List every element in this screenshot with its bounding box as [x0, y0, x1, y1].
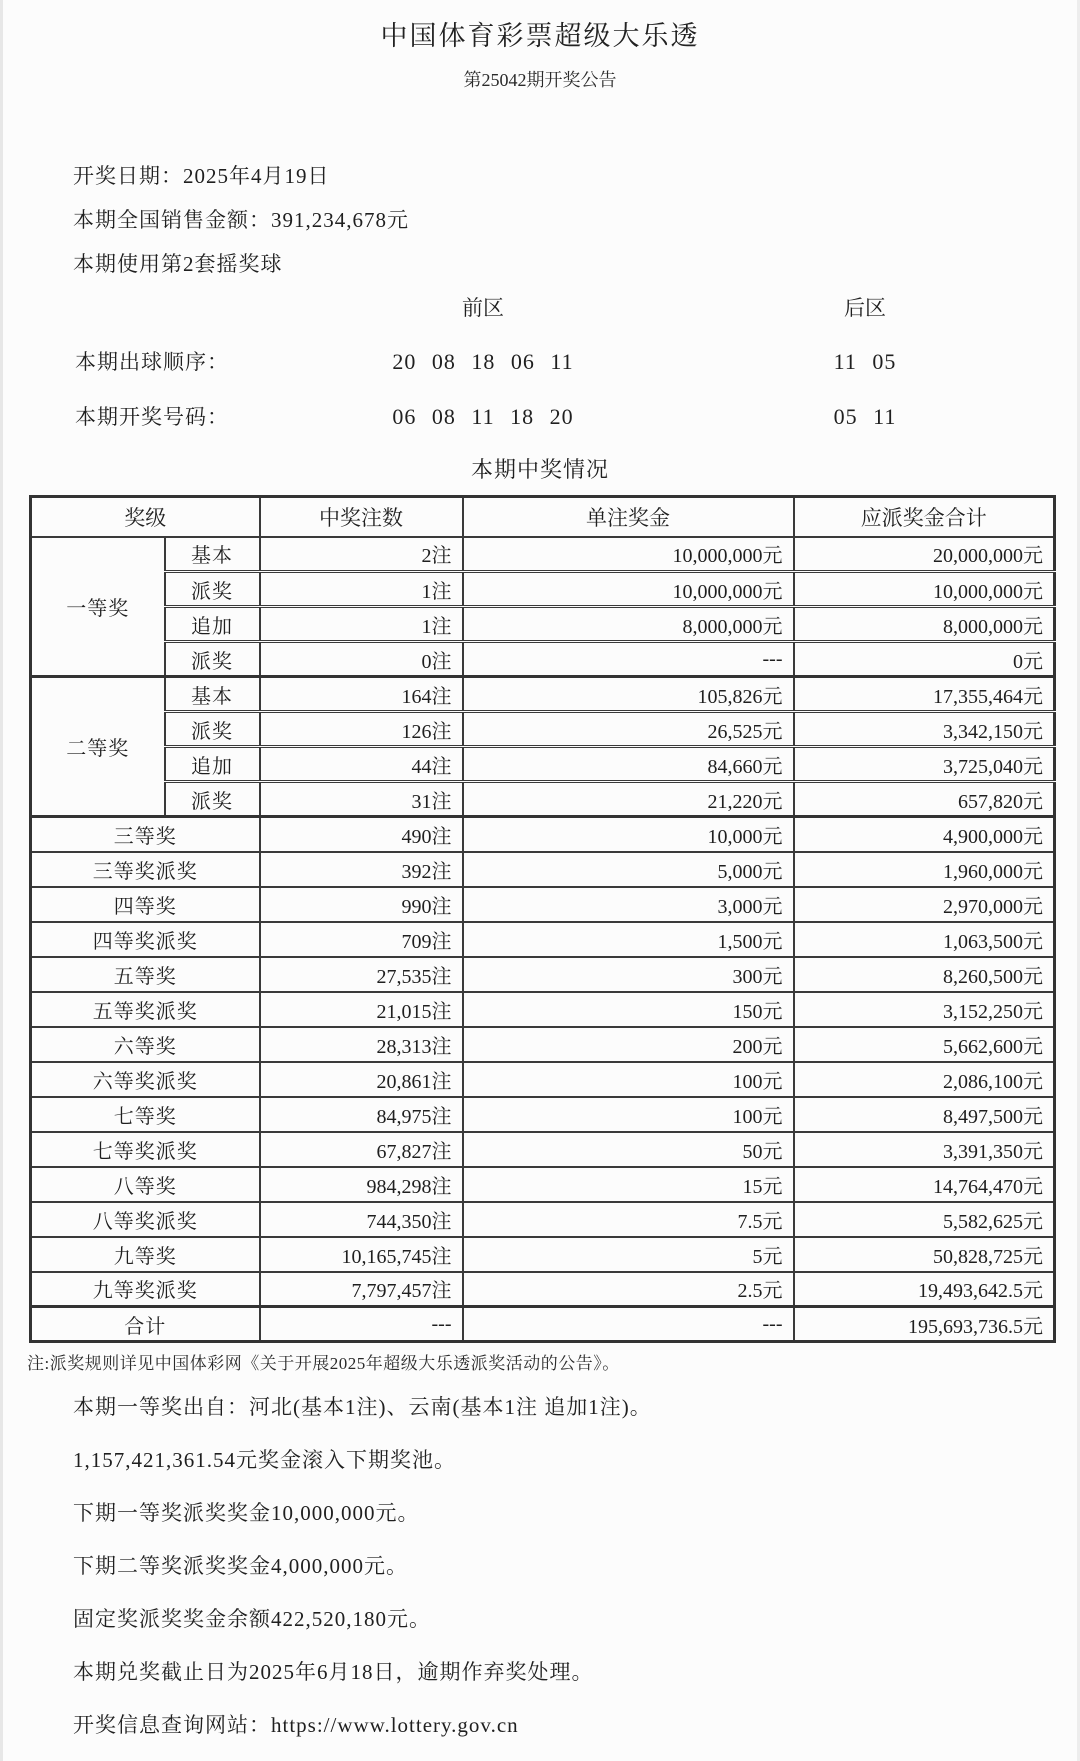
- single-prize-cell: ---: [463, 1307, 794, 1342]
- total-prize-cell: 657,820元: [794, 782, 1055, 817]
- single-prize-cell: 10,000元: [463, 817, 794, 852]
- single-prize-cell: 8,000,000元: [463, 607, 794, 642]
- prize-table-row: [31, 1132, 1055, 1167]
- single-prize-cell: 2.5元: [463, 1272, 794, 1307]
- total-prize-cell: 195,693,736.5元: [794, 1307, 1055, 1342]
- single-prize-cell: 100元: [463, 1062, 794, 1097]
- prize-table-header-row: [31, 497, 1055, 537]
- count-cell: 1注: [260, 572, 463, 607]
- total-prize-cell: 5,662,600元: [794, 1027, 1055, 1062]
- prize-table-row: [31, 957, 1055, 992]
- count-cell: 990注: [260, 887, 463, 922]
- note-paragraph: 开奖信息查询网站：https://www.lottery.gov.cn: [73, 1713, 519, 1737]
- numbers-section: [3, 294, 1077, 431]
- prize-table-row: [31, 712, 1055, 747]
- prize-table: [29, 495, 1056, 1343]
- total-prize-cell: 50,828,725元: [794, 1237, 1055, 1272]
- prize-table-row: [31, 852, 1055, 887]
- header-total-prize: 应派奖金合计: [794, 497, 1055, 537]
- single-prize-cell: 10,000,000元: [463, 572, 794, 607]
- single-prize-cell: ---: [463, 642, 794, 677]
- prize-level-label: 六等奖派奖: [31, 1062, 260, 1097]
- single-prize-cell: 5元: [463, 1237, 794, 1272]
- prize-table-row: [31, 572, 1055, 607]
- prize-subtype-label: 派奖: [165, 712, 260, 747]
- prize-group-label: 二等奖: [31, 677, 165, 817]
- note-paragraph: 下期一等奖派奖奖金10,000,000元。: [73, 1501, 420, 1525]
- note-paragraph: 1,157,421,361.54元奖金滚入下期奖池。: [73, 1448, 456, 1472]
- total-prize-cell: 5,582,625元: [794, 1202, 1055, 1237]
- prize-table-row: [31, 537, 1055, 572]
- prize-table-row: [31, 1307, 1055, 1342]
- prize-table-row: [31, 1202, 1055, 1237]
- header-single-prize: 单注奖金: [463, 497, 794, 537]
- prize-level-label: 八等奖: [31, 1167, 260, 1202]
- draw-info-block: [3, 162, 1077, 278]
- count-cell: 28,313注: [260, 1027, 463, 1062]
- single-prize-cell: 3,000元: [463, 887, 794, 922]
- total-prize-cell: 8,497,500元: [794, 1097, 1055, 1132]
- ball-set: 本期使用第2套摇奖球: [73, 252, 283, 276]
- prize-table-row: [31, 887, 1055, 922]
- count-cell: 392注: [260, 852, 463, 887]
- prize-table-row: [31, 1272, 1055, 1307]
- total-prize-cell: 3,342,150元: [794, 712, 1055, 747]
- prize-level-label: 八等奖派奖: [31, 1202, 260, 1237]
- total-prize-cell: 4,900,000元: [794, 817, 1055, 852]
- single-prize-cell: 7.5元: [463, 1202, 794, 1237]
- count-cell: 1注: [260, 607, 463, 642]
- prize-table-row: [31, 817, 1055, 852]
- prize-level-label: 九等奖: [31, 1237, 260, 1272]
- prize-table-row: [31, 1167, 1055, 1202]
- header-count: 中奖注数: [260, 497, 463, 537]
- prize-level-label: 三等奖派奖: [31, 852, 260, 887]
- prize-group-label: 一等奖: [31, 537, 165, 677]
- prize-table-row: [31, 782, 1055, 817]
- note-paragraph: 本期一等奖出自：河北(基本1注)、云南(基本1注 追加1注)。: [73, 1395, 652, 1419]
- prize-subtype-label: 派奖: [165, 782, 260, 817]
- notes-section: [3, 1394, 1077, 1739]
- prize-table-row: [31, 1062, 1055, 1097]
- count-cell: 0注: [260, 642, 463, 677]
- draw-order-front-numbers: 20 08 18 06 11: [392, 349, 574, 374]
- total-prize-cell: 0元: [794, 642, 1055, 677]
- prize-level-label: 六等奖: [31, 1027, 260, 1062]
- prize-level-label: 七等奖: [31, 1097, 260, 1132]
- single-prize-cell: 21,220元: [463, 782, 794, 817]
- front-zone-label: 前区: [462, 296, 504, 320]
- single-prize-cell: 10,000,000元: [463, 537, 794, 572]
- prize-level-label: 五等奖派奖: [31, 992, 260, 1027]
- prize-level-label: 九等奖派奖: [31, 1272, 260, 1307]
- single-prize-cell: 150元: [463, 992, 794, 1027]
- count-cell: 31注: [260, 782, 463, 817]
- prize-table-row: [31, 677, 1055, 712]
- total-prize-cell: 2,086,100元: [794, 1062, 1055, 1097]
- prize-subtype-label: 追加: [165, 747, 260, 782]
- count-cell: 20,861注: [260, 1062, 463, 1097]
- single-prize-cell: 105,826元: [463, 677, 794, 712]
- total-prize-cell: 20,000,000元: [794, 537, 1055, 572]
- prize-level-label: 七等奖派奖: [31, 1132, 260, 1167]
- prize-level-label: 三等奖: [31, 817, 260, 852]
- single-prize-cell: 100元: [463, 1097, 794, 1132]
- total-prize-cell: 1,960,000元: [794, 852, 1055, 887]
- total-prize-cell: 14,764,470元: [794, 1167, 1055, 1202]
- count-cell: 490注: [260, 817, 463, 852]
- count-cell: 21,015注: [260, 992, 463, 1027]
- draw-date: 开奖日期：2025年4月19日: [73, 164, 330, 188]
- prize-table-row: [31, 1097, 1055, 1132]
- count-cell: 44注: [260, 747, 463, 782]
- count-cell: 84,975注: [260, 1097, 463, 1132]
- total-prize-cell: 8,000,000元: [794, 607, 1055, 642]
- total-prize-cell: 3,152,250元: [794, 992, 1055, 1027]
- prize-table-row: [31, 922, 1055, 957]
- single-prize-cell: 15元: [463, 1167, 794, 1202]
- total-prize-cell: 8,260,500元: [794, 957, 1055, 992]
- count-cell: 10,165,745注: [260, 1237, 463, 1272]
- winning-front-numbers: 06 08 11 18 20: [392, 404, 574, 429]
- single-prize-cell: 84,660元: [463, 747, 794, 782]
- winning-back-numbers: 05 11: [833, 404, 897, 429]
- draw-order-back-numbers: 11 05: [833, 349, 897, 374]
- prize-subtype-label: 派奖: [165, 572, 260, 607]
- prize-table-title: 本期中奖情况: [470, 457, 609, 482]
- count-cell: 7,797,457注: [260, 1272, 463, 1307]
- back-zone-label: 后区: [844, 296, 886, 320]
- count-cell: 2注: [260, 537, 463, 572]
- count-cell: 126注: [260, 712, 463, 747]
- single-prize-cell: 5,000元: [463, 852, 794, 887]
- prize-table-row: [31, 747, 1055, 782]
- count-cell: 984,298注: [260, 1167, 463, 1202]
- page-title: 中国体育彩票超级大乐透: [380, 21, 700, 51]
- prize-level-label: 合计: [31, 1307, 260, 1342]
- note-paragraph: 固定奖派奖奖金余额422,520,180元。: [73, 1607, 431, 1631]
- total-prize-cell: 3,725,040元: [794, 747, 1055, 782]
- single-prize-cell: 300元: [463, 957, 794, 992]
- note-paragraph: 本期兑奖截止日为2025年6月18日，逾期作弃奖处理。: [73, 1660, 594, 1684]
- prize-level-label: 四等奖派奖: [31, 922, 260, 957]
- single-prize-cell: 1,500元: [463, 922, 794, 957]
- prize-subtype-label: 追加: [165, 607, 260, 642]
- prize-table-row: [31, 607, 1055, 642]
- table-footnote: 注:派奖规则详见中国体彩网《关于开展2025年超级大乐透派奖活动的公告》。: [27, 1354, 620, 1373]
- count-cell: ---: [260, 1307, 463, 1342]
- prize-subtype-label: 基本: [165, 677, 260, 712]
- total-prize-cell: 17,355,464元: [794, 677, 1055, 712]
- page-subtitle: 第25042期开奖公告: [463, 70, 617, 90]
- prize-subtype-label: 基本: [165, 537, 260, 572]
- total-prize-cell: 1,063,500元: [794, 922, 1055, 957]
- prize-level-label: 四等奖: [31, 887, 260, 922]
- prize-subtype-label: 派奖: [165, 642, 260, 677]
- draw-order-label: 本期出球顺序：: [75, 350, 229, 374]
- total-prize-cell: 3,391,350元: [794, 1132, 1055, 1167]
- note-paragraph: 下期二等奖派奖奖金4,000,000元。: [73, 1554, 408, 1578]
- count-cell: 164注: [260, 677, 463, 712]
- prize-table-row: [31, 992, 1055, 1027]
- prize-table-row: [31, 1237, 1055, 1272]
- winning-numbers-label: 本期开奖号码：: [75, 405, 229, 429]
- prize-table-row: [31, 1027, 1055, 1062]
- count-cell: 709注: [260, 922, 463, 957]
- single-prize-cell: 50元: [463, 1132, 794, 1167]
- single-prize-cell: 26,525元: [463, 712, 794, 747]
- count-cell: 67,827注: [260, 1132, 463, 1167]
- header-prize-level: 奖级: [31, 497, 260, 537]
- prize-level-label: 五等奖: [31, 957, 260, 992]
- sales-amount: 本期全国销售金额：391,234,678元: [73, 208, 409, 232]
- total-prize-cell: 19,493,642.5元: [794, 1272, 1055, 1307]
- count-cell: 744,350注: [260, 1202, 463, 1237]
- total-prize-cell: 10,000,000元: [794, 572, 1055, 607]
- single-prize-cell: 200元: [463, 1027, 794, 1062]
- prize-table-row: [31, 642, 1055, 677]
- count-cell: 27,535注: [260, 957, 463, 992]
- total-prize-cell: 2,970,000元: [794, 887, 1055, 922]
